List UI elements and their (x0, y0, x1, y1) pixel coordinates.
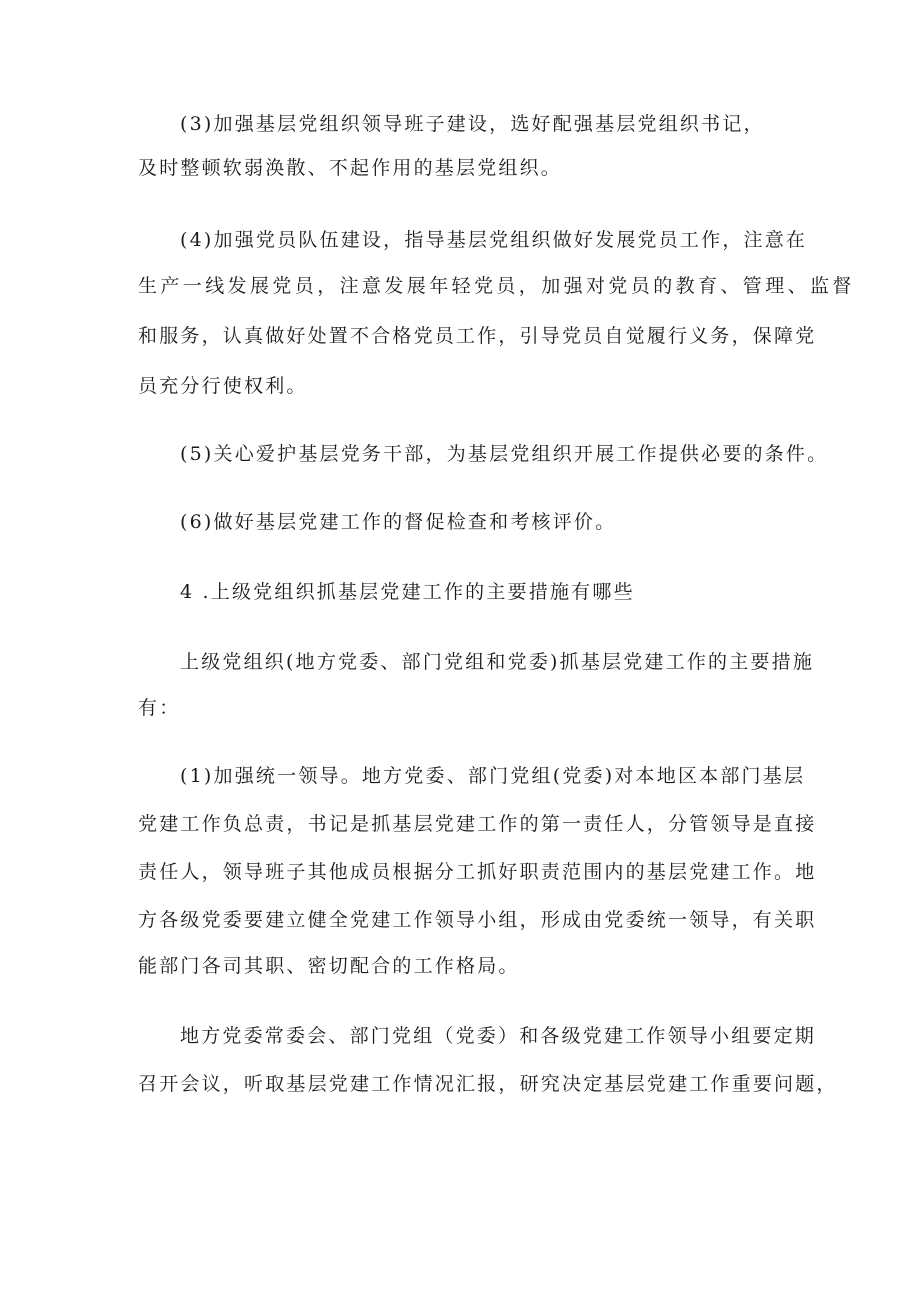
meeting-line-1: 地方党委常委会、部门党组（党委）和各级党建工作领导小组要定期 (180, 1025, 817, 1047)
paragraph-4-line-4: 员充分行使权利。 (138, 375, 308, 397)
paragraph-4-line-1: (4)加强党员队伍建设，指导基层党组织做好发展党员工作，注意在 (180, 229, 808, 251)
paragraph-5-line-1: (5)关心爱护基层党务干部，为基层党组织开展工作提供必要的条件。 (180, 443, 829, 465)
measure-1-line-3: 责任人，领导班子其他成员根据分工抓好职责范围内的基层党建工作。地 (138, 861, 817, 883)
paragraph-3-line-2: 及时整顿软弱涣散、不起作用的基层党组织。 (138, 157, 563, 179)
measure-1-line-2: 党建工作负总责，书记是抓基层党建工作的第一责任人，分管领导是直接 (138, 813, 817, 835)
section-heading: 4 .上级党组织抓基层党建工作的主要措施有哪些 (180, 581, 635, 603)
paragraph-6-line-1: (6)做好基层党建工作的督促检查和考核评价。 (180, 511, 617, 533)
paragraph-4-line-2: 生产一线发展党员，注意发展年轻党员，加强对党员的教育、管理、监督 (138, 275, 855, 297)
measure-1-line-4: 方各级党委要建立健全党建工作领导小组，形成由党委统一领导，有关职 (138, 909, 817, 931)
measure-1-line-5: 能部门各司其职、密切配合的工作格局。 (138, 955, 520, 977)
measure-1-line-1: (1)加强统一领导。地方党委、部门党组(党委)对本地区本部门基层 (180, 765, 806, 787)
paragraph-4-line-3: 和服务，认真做好处置不合格党员工作，引导党员自觉履行义务，保障党 (138, 325, 817, 347)
paragraph-3-line-1: (3)加强基层党组织领导班子建设，选好配强基层党组织书记， (180, 113, 765, 135)
intro-line-2: 有： (138, 697, 181, 719)
meeting-line-2: 召开会议，听取基层党建工作情况汇报，研究决定基层党建工作重要问题， (138, 1073, 838, 1095)
intro-line-1: 上级党组织(地方党委、部门党组和党委)抓基层党建工作的主要措施 (180, 651, 815, 673)
